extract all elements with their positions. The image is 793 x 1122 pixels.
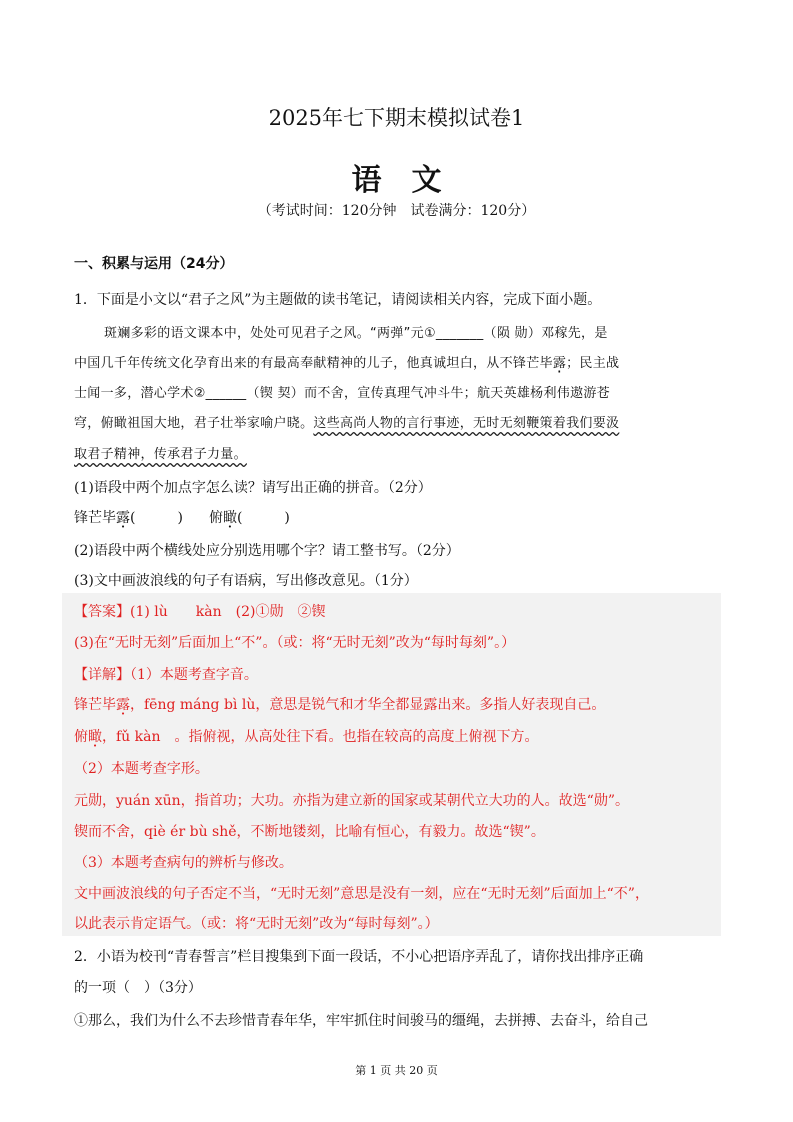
- answer-line: (3)在“无时无刻”后面加上“不”。（或：将“无时无刻”改为“每时每刻”。）: [74, 635, 516, 651]
- dotted-char: 露: [116, 697, 130, 713]
- passage-line-3: 士闻一多，潜心学术②______（锲 契）而不舍，宣传真理气冲斗牛；航天英雄杨利伟遨游苍: [74, 386, 610, 401]
- exam-info: （考试时间：120分钟 试卷满分：120分）: [257, 203, 536, 219]
- detail-line: （2）本题考查字形。: [74, 761, 209, 777]
- dotted-char: 瞰: [222, 510, 237, 526]
- detail-line: [74, 694, 605, 714]
- question-2-line-1: 2．小语为校刊“青春誓言”栏目搜集到下面一段话，不小心把语序弄乱了，请你找出排序正确: [74, 949, 644, 965]
- passage-line-1: 斑斓多彩的语文课本中，处处可见君子之风。“两弹”元①_______（陨 勋）邓稼先，是: [104, 326, 608, 341]
- blank: ( ): [236, 510, 290, 526]
- detail-line: （3）本题考查病句的辨析与修改。: [74, 855, 293, 871]
- passage-text: 中国几千年传统文化孕育出来的有最高奉献精神的儿子，他真诚坦白，从不锋芒毕: [74, 356, 553, 371]
- detail-line: 【详解】（1）本题考查字音。: [74, 667, 258, 683]
- word: 俯: [74, 729, 88, 745]
- blank: ( ): [130, 510, 183, 526]
- question-1-sub-2: (2)语段中两个横线处应分别选用哪个字？请工整书写。（2分）: [74, 543, 460, 559]
- wavy-sentence: 取君子精神，传承君子力量。: [74, 447, 247, 462]
- wavy-sentence: 这些高尚人物的言行事迹，无时无刻鞭策着我们要汲: [313, 416, 620, 431]
- question-2-line-2: 的一项（ ）（3分）: [74, 980, 202, 996]
- word: 俯: [208, 510, 223, 526]
- passage-line-5: [74, 443, 247, 462]
- question-1-sub-1-fill: [74, 507, 290, 527]
- dotted-char: 露: [552, 356, 567, 371]
- dotted-char: 露: [116, 510, 130, 526]
- detail-text: ，fēng máng bì lù，意思是锐气和才华全都显露出来。多指人好表现自己。: [130, 697, 606, 713]
- dotted-char: 瞰: [88, 729, 102, 745]
- passage-text: 穹，俯瞰祖国大地，君子壮举家喻户晓。: [74, 416, 314, 431]
- detail-line: 以此表示肯定语气。（或：将“无时无刻”改为“每时每刻”。）: [74, 916, 439, 932]
- word: 锋芒毕: [74, 697, 116, 713]
- question-1-stem: 1．下面是小文以“君子之风”为主题做的读书笔记，请阅读相关内容，完成下面小题。: [74, 292, 602, 308]
- section-heading: 一、积累与运用（24分）: [74, 256, 234, 272]
- exam-title: 2025年七下期末模拟试卷1: [268, 106, 525, 130]
- detail-line: 锲而不舍，qiè ér bù shě，不断地镂刻，比喻有恒心，有毅力。故选“锲”。: [74, 824, 545, 840]
- answer-line: 【答案】(1) lù kàn (2)①勋 ②锲: [74, 604, 326, 620]
- detail-text: ，fǔ kàn 。指俯视，从高处往下看。也指在较高的高度上俯视下方。: [102, 729, 539, 745]
- passage-text: ；民主战: [566, 356, 620, 371]
- question-2-line-3: ①那么，我们为什么不去珍惜青春年华，牢牢抓住时间骏马的缰绳，去拼搏、去奋斗，给自己: [74, 1013, 648, 1029]
- word: 锋芒毕: [74, 510, 116, 526]
- detail-line: 元勋，yuán xūn，指首功；大功。亦指为建立新的国家或某朝代立大功的人。故选“勋”。: [74, 793, 629, 809]
- passage-line-2: [74, 352, 619, 371]
- detail-line: [74, 726, 539, 746]
- subject-title: 语文: [351, 163, 472, 198]
- detail-line: 文中画波浪线的句子否定不当，“无时无刻”意思是没有一刻，应在“无时无刻”后面加上“不”，: [74, 886, 649, 902]
- page-footer: 第 1 页 共 20 页: [355, 1064, 438, 1077]
- question-1-sub-1: (1)语段中两个加点字怎么读？请写出正确的拼音。（2分）: [74, 480, 432, 496]
- question-1-sub-3: (3)文中画波浪线的句子有语病，写出修改意见。（1分）: [74, 573, 418, 589]
- passage-line-4: [74, 412, 619, 431]
